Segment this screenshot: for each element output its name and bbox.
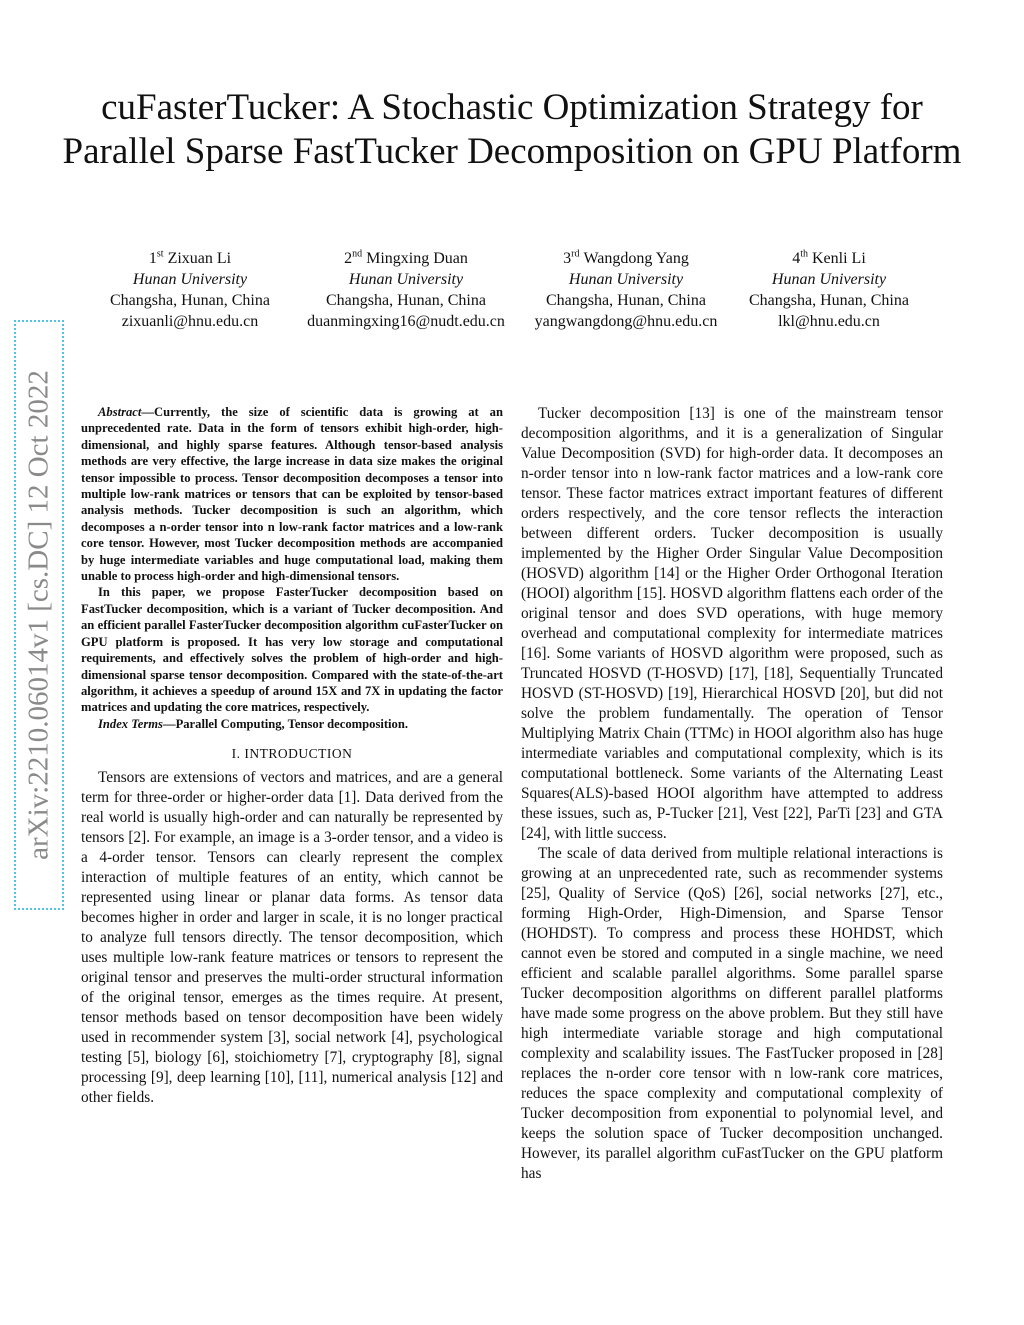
author-name: 3rd Wangdong Yang bbox=[563, 248, 689, 267]
author-location: Changsha, Hunan, China bbox=[110, 292, 270, 309]
author-email: duanmingxing16@nudt.edu.cn bbox=[307, 313, 505, 330]
author-location: Changsha, Hunan, China bbox=[326, 292, 486, 309]
abstract: Abstract—Currently, the size of scientific data is growing at an unprecedented rate. Data in the form of tensors exhibit high-order, high-dimensional, and highly sparse features. Although tensor-based analysis methods are very effective, the large increase in data size makes the original tensor impossible to process. Tensor decomposition decomposes a tensor into multiple low-rank matrices or tensors that can be exploited by tensor-based analysis methods. Tucker decomposition is such an algorithm, which decomposes a n-order tensor into n low-rank factor matrices and a low-rank core tensor. However, most Tucker decomposition methods are accompanied by huge intermediate variables and huge computational load, making them unable to process high-order and high-dimensional tensors. In this paper, we propose FasterTucker decomposition based on FastTucker decomposition, which is a variant of Tucker decomposition. And an efficient parallel FasterTucker decomposition algorithm cuFasterTucker on GPU platform is proposed. It has very low storage and computational requirements, and effectively solves the problem of high-order and high-dimensional sparse tensor decomposition. Compared with the state-of-the-art algorithm, it achieves a speedup of around 15X and 7X in updating the factor matrices and updating the core matrices, respectively. Index Terms—Parallel Computing, Tensor decomposition. bbox=[81, 405, 503, 731]
author-name: 4th Kenli Li bbox=[792, 248, 866, 267]
left-column bbox=[81, 404, 503, 1108]
abstract-paragraph-2: In this paper, we propose FasterTucker decomposition based on FastTucker decomposition, which is a variant of Tucker decomposition. And an efficient parallel FasterTucker decomposition algorithm cuFasterTucker on GPU platform is proposed. It has very low storage and computational requirements, and effectively solves the problem of high-order and high-dimensional sparse tensor decomposition. Compared with the state-of-the-art algorithm, it achieves a speedup of around 15X and 7X in updating the factor matrices and updating the core matrices, respectively. bbox=[81, 585, 503, 715]
introduction-paragraph-1: Tensors are extensions of vectors and matrices, and are a general term for three-order or higher-order data [1]. Data derived from the real world is usually high-order and can naturally be represented by tensors [2]. For example, an image is a 3-order tensor, and a video is a 4-order tensor. Tensors can clearly represent the complex interaction of multiple features of an entity, which cannot be represented using linear or planar data forms. As tensor data becomes higher in order and larger in scale, it is no longer practical to analyze full tensors directly. The tensor decomposition, which uses multiple low-rank feature matrices or tensors to represent the original tensor and preserves the multi-order structural information of the original tensor, emerges as the times require. At present, tensor methods based on tensor decomposition have been widely used in recommender system [3], social network [4], psychological testing [5], biology [6], stoichiometry [7], cryptography [8], signal processing [9], deep learning [10], [11], numerical analysis [12] and other fields. bbox=[81, 769, 503, 1107]
author-affiliation: Hunan University bbox=[771, 271, 887, 288]
arxiv-sidebar[interactable] bbox=[14, 320, 64, 910]
introduction-body bbox=[81, 768, 503, 1108]
arxiv-identifier[interactable]: arXiv:2210.06014v1 [cs.DC] 12 Oct 2022 bbox=[22, 370, 55, 860]
right-column bbox=[521, 404, 943, 1184]
paper-title: cuFasterTucker: A Stochastic Optimization Strategy for Parallel Sparse FastTucker Decomposition on GPU Platform bbox=[62, 87, 962, 172]
author-email: yangwangdong@hnu.edu.cn bbox=[534, 313, 718, 330]
author-location: Changsha, Hunan, China bbox=[749, 292, 909, 309]
abstract-paragraph-1: Currently, the size of scientific data is growing at an unprecedented rate. Data in the form of tensors exhibit high-order, high-dimensional, and highly sparse features. Although tensor-based analysis methods are very effective, the large increase in data size makes the original tensor impossible to process. Tensor decomposition decomposes a tensor into multiple low-rank matrices or tensors that can be exploited by tensor-based analysis methods. Tucker decomposition is such an algorithm, which decomposes a n-order tensor into n low-rank factor matrices and a low-rank core tensor. However, most Tucker decomposition methods are accompanied by huge intermediate variables and huge computational load, making them unable to process high-order and high-dimensional tensors. bbox=[81, 405, 503, 584]
author-location: Changsha, Hunan, China bbox=[546, 292, 706, 309]
author-name: 2nd Mingxing Duan bbox=[344, 248, 468, 267]
author-affiliation: Hunan University bbox=[348, 271, 464, 288]
author-affiliation: Hunan University bbox=[568, 271, 684, 288]
author-name: 1st Zixuan Li bbox=[148, 248, 232, 267]
author-block bbox=[75, 248, 305, 332]
index-terms: Parallel Computing, Tensor decomposition. bbox=[175, 716, 408, 731]
right-paragraph-2: The scale of data derived from multiple relational interactions is growing at an unprecedented rate, such as recommender systems [25], Quality of Service (QoS) [26], social networks [27], etc., forming High-Order, High-Dimension, and Sparse Tensor (HOHDST). To compress and process these HOHDST, which cannot even be stored and computed in a single machine, we need efficient and scalable parallel algorithms. Some parallel sparse Tucker decomposition algorithms on different parallel platforms have made some progress on the above problem. But they still have high intermediate variable storage and high computational complexity and scalability issues. The FastTucker proposed in [28] replaces the n-order core tensor with n low-rank core matrices, reduces the space complexity and computational complexity of Tucker decomposition from exponential to polynomial level, and keeps the solution space of Tucker decomposition unchanged. However, its parallel algorithm cuFastTucker on the GPU platform has bbox=[521, 845, 943, 1182]
section-heading-introduction: I. INTRODUCTION bbox=[231, 746, 353, 762]
author-block bbox=[511, 248, 741, 332]
author-email: lkl@hnu.edu.cn bbox=[778, 313, 880, 330]
abstract-label: Abstract bbox=[98, 405, 142, 419]
author-affiliation: Hunan University bbox=[132, 271, 248, 288]
author-block bbox=[714, 248, 944, 332]
index-terms-label: Index Terms bbox=[98, 716, 163, 731]
right-paragraph-1: Tucker decomposition [13] is one of the mainstream tensor decomposition algorithms, and it is a generalization of Singular Value Decomposition (SVD) for high-order data. It decomposes an n-order tensor into n low-rank factor matrices and a low-rank core tensor. These factor matrices extract important features of different orders respectively, and the core tensor reflects the interaction between different orders. Tucker decomposition is usually implemented by the Higher Order Singular Value Decomposition (HOSVD) algorithm [14] or the Higher Order Orthogonal Iteration (HOOI) algorithm [15]. HOSVD algorithm flattens each order of the original tensor and does SVD operations, with huge memory overhead and computational complexity for intermediate matrices [16]. Some variants of HOSVD algorithm were proposed, such as Truncated HOSVD (T-HOSVD) [17], [18], Sequentially Truncated HOSVD (ST-HOSVD) [19], Hierarchical HOSVD [20], but did not solve the problem fundamentally. The operation of Tensor Multiplying Matrix Chain (TTMc) in HOOI algorithm also has huge intermediate variables and computational complexity, which is its computational bottleneck. Some variants of the Alternating Least Squares(ALS)-based HOOI algorithm have attempted to address these issues, such as, P-Tucker [21], Vest [22], ParTi [23] and GTA [24], with little success. bbox=[521, 405, 943, 842]
author-email: zixuanli@hnu.edu.cn bbox=[121, 313, 259, 330]
author-block bbox=[291, 248, 521, 332]
